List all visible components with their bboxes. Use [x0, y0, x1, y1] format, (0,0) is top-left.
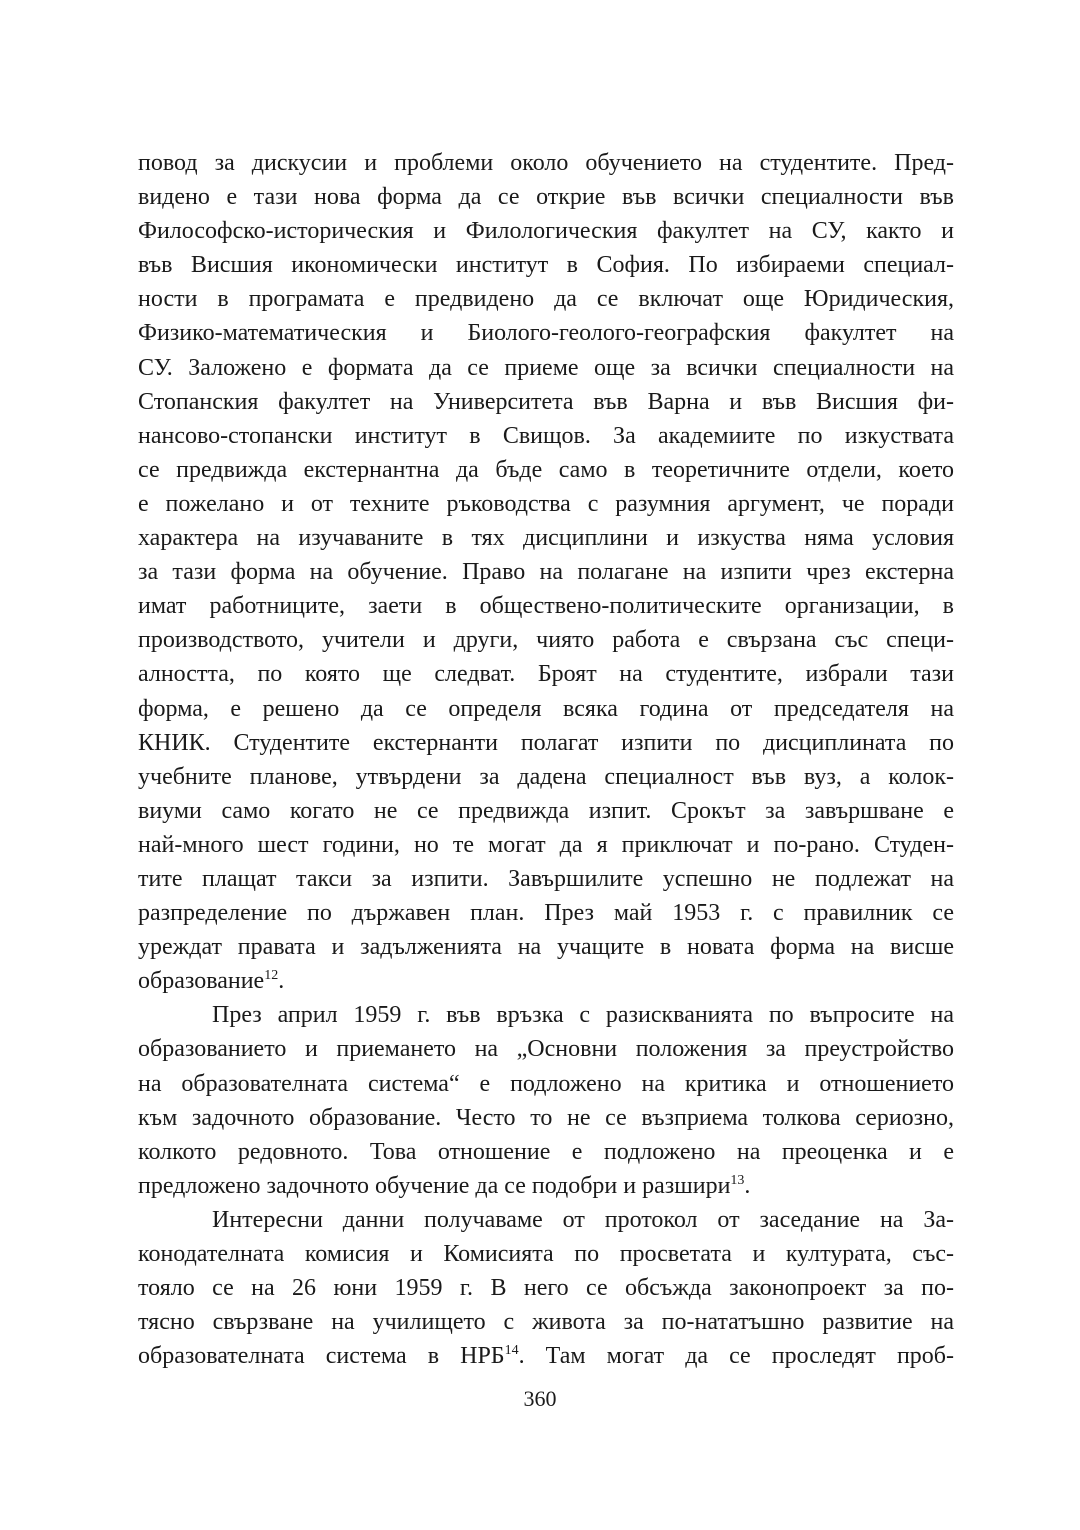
text-line — [138, 1169, 954, 1203]
text-line: нансово-стопански институт в Свищов. За академиите по изкуствата — [138, 422, 954, 449]
page-number: 360 — [523, 1386, 557, 1411]
text-line: е пожелано и от техните ръководства с разумния аргумент, че поради — [138, 490, 954, 517]
text-run: . Там могат да се проследят проб- — [518, 1343, 955, 1370]
text-line: най-много шест години, но те могат да я приключат и по-рано. Студен- — [138, 831, 954, 858]
text-line: СУ. Заложено е формата да се приеме още за всички специалности на — [138, 354, 954, 381]
text-line: уреждат правата и задълженията на учащите в новата форма на висше — [138, 934, 954, 961]
text-run: . — [278, 968, 285, 995]
text-run: . — [744, 1172, 751, 1199]
text-line: учебните планове, утвърдени за дадена специалност във вуз, а колок- — [138, 763, 954, 790]
body-text — [138, 146, 954, 1373]
text-line: видено е тази нова форма да се открие във всички специалности във — [138, 184, 954, 211]
text-line: През април 1959 г. във връзка с разискванията по въпросите на — [212, 1002, 954, 1029]
footnote-ref: 12 — [264, 968, 279, 984]
text-line — [138, 964, 954, 998]
paragraph — [138, 998, 954, 1203]
text-line: във Висшия икономически институт в София. По избираеми специал- — [138, 252, 954, 279]
text-line: Философско-историческия и Филологическия факултет на СУ, както и — [138, 218, 954, 245]
text-line — [138, 1339, 954, 1373]
footnote-ref: 14 — [504, 1343, 519, 1359]
paragraph — [138, 146, 954, 998]
text-line: тите плащат такси за изпити. Завършилите успешно не подлежат на — [138, 865, 954, 892]
text-line: конодателната комисия и Комисията по просветата и културата, със- — [138, 1241, 954, 1267]
text-line: характера на изучаваните в тях дисциплини и изкуства няма условия — [138, 525, 954, 552]
text-line: ности в програмата е предвидено да се включат още Юридическия, — [138, 286, 954, 313]
text-line: колкото редовното. Това отношение е подложено на преоценка и е — [138, 1138, 954, 1165]
footnote-ref: 13 — [730, 1172, 745, 1188]
text-line: тояло се на 26 юни 1959 г. В него се обсъжда законопроект за по- — [138, 1275, 954, 1302]
text-line: се предвижда екстернантна да бъде само в теоретичните отдели, което — [138, 456, 954, 483]
text-line: разпределение по държавен план. През май 1953 г. с правилник се — [138, 900, 954, 927]
text-line: повод за дискусии и проблеми около обучението на студентите. Пред- — [138, 150, 954, 176]
text-run: предложено задочното обучение да се подобри и разшири — [138, 1172, 731, 1199]
text-line: Интересни данни получаваме от протокол от заседание на За- — [212, 1206, 954, 1233]
text-line: образованието и приемането на „Основни положения за преустройство — [138, 1036, 954, 1063]
text-line: имат работниците, заети в обществено-политическите организации, в — [138, 593, 954, 620]
text-line: виуми само когато не се предвижда изпит. Срокът за завършване е — [138, 797, 954, 824]
text-line: Стопанския факултет на Университета във Варна и във Висшия фи- — [138, 388, 954, 415]
text-line: за тази форма на обучение. Право на полагане на изпити чрез екстерна — [138, 559, 954, 586]
text-line: тясно свързване на училището с живота за по-нататъшно развитие на — [138, 1309, 954, 1336]
text-line: Физико-математическия и Биолого-геолого-географския факултет на — [138, 320, 954, 347]
text-line: към задочното образование. Често то не се възприема толкова сериозно, — [138, 1104, 954, 1131]
text-line: на образователната система“ е подложено на критика и отношението — [138, 1070, 954, 1097]
text-run: образователната система в НРБ — [138, 1343, 505, 1370]
text-line: алността, по която ще следват. Броят на студентите, избрали тази — [138, 661, 954, 688]
text-line: форма, е решено да се определя всяка година от председателя на — [138, 695, 954, 722]
text-run: образование — [138, 968, 265, 995]
text-line: производството, учители и други, чиято работа е свързана със специ- — [138, 627, 954, 654]
paragraph — [138, 1203, 954, 1373]
text-line: КНИК. Студентите екстернанти полагат изпити по дисциплината по — [138, 729, 954, 756]
